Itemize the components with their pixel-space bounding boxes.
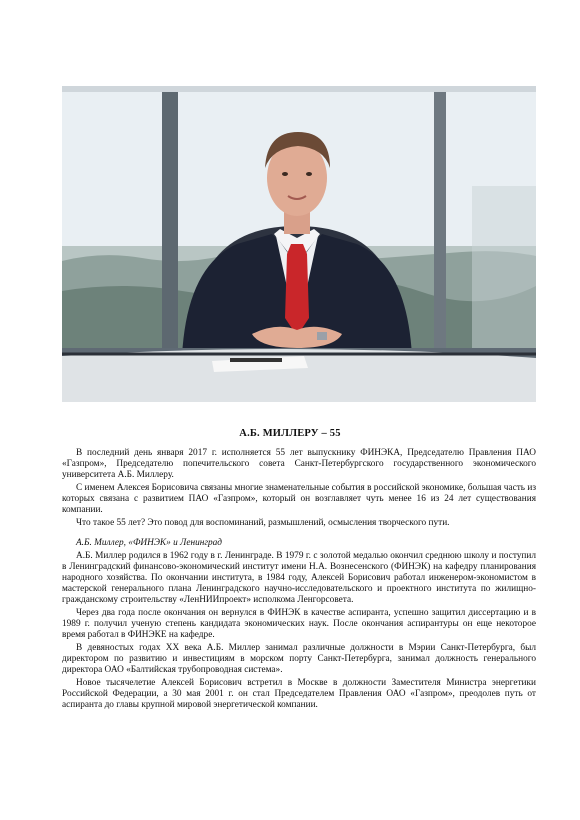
paragraph: С именем Алексея Борисовича связаны многие знаменательные события в российской экономике, большая часть из которых связана с развитием ПАО «Газпром», который он возглавляет чуть менее 16 из 24 лет существования компании. bbox=[62, 482, 536, 516]
section-subheading: А.Б. Миллер, «ФИНЭК» и Ленинград bbox=[76, 538, 222, 549]
paragraph: Через два года после окончания он вернулся в ФИНЭК в качестве аспиранта, успешно защитил диссертацию и в 1989 г. получил ученую степень кандидата экономических наук. После окончания аспирантуры он еще некоторое время работал в ФИНЭКЕ на кафедре. bbox=[62, 608, 536, 641]
article-body bbox=[62, 448, 536, 713]
paragraph: Что такое 55 лет? Это повод для воспоминаний, размышлений, осмысления творческого пути. bbox=[76, 517, 450, 528]
article-title: А.Б. МИЛЛЕРУ – 55 bbox=[239, 428, 341, 439]
paragraph: Новое тысячелетие Алексей Борисович встретил в Москве в должности Заместителя Министра энергетики Российской Федерации, а 30 мая 2001 г. он стал Председателем Правления ОАО «Газпром», преодолев путь от аспиранта до главы крупной мировой энергетической компании. bbox=[62, 677, 536, 711]
paragraph: А.Б. Миллер родился в 1962 году в г. Ленинграде. В 1979 г. с золотой медалью окончил среднюю школу и поступил в Ленинградский финансово-экономический институт имени Н.А. Вознесенского (ФИНЭК) на кафедру планирования народного хозяйства. По окончании института, в 1984 году, Алексей Борисович работал инженером-экономистом в мастерской генерального плана Ленинградского научно-исследовательского и проектного института по жилищно-гражданскому строительству «ЛенНИИпроект» исполкома Ленгорсовета. bbox=[62, 550, 536, 606]
portrait-illustration bbox=[62, 86, 536, 402]
paragraph: В последний день января 2017 г. исполняется 55 лет выпускнику ФИНЭКА, Председателю Правления ПАО «Газпром», Председателю попечительского совета Санкт-Петербургского государственного экономического университета А.Б. Миллеру. bbox=[62, 448, 536, 481]
portrait-photo bbox=[62, 86, 536, 402]
paragraph: В девяностых годах XX века А.Б. Миллер занимал различные должности в Мэрии Санкт-Петербурга, был директором по развитию и инвестициям в морском порту Санкт-Петербурга, занимал должность генерального директора ОАО «Балтийская трубопроводная система». bbox=[62, 643, 536, 676]
